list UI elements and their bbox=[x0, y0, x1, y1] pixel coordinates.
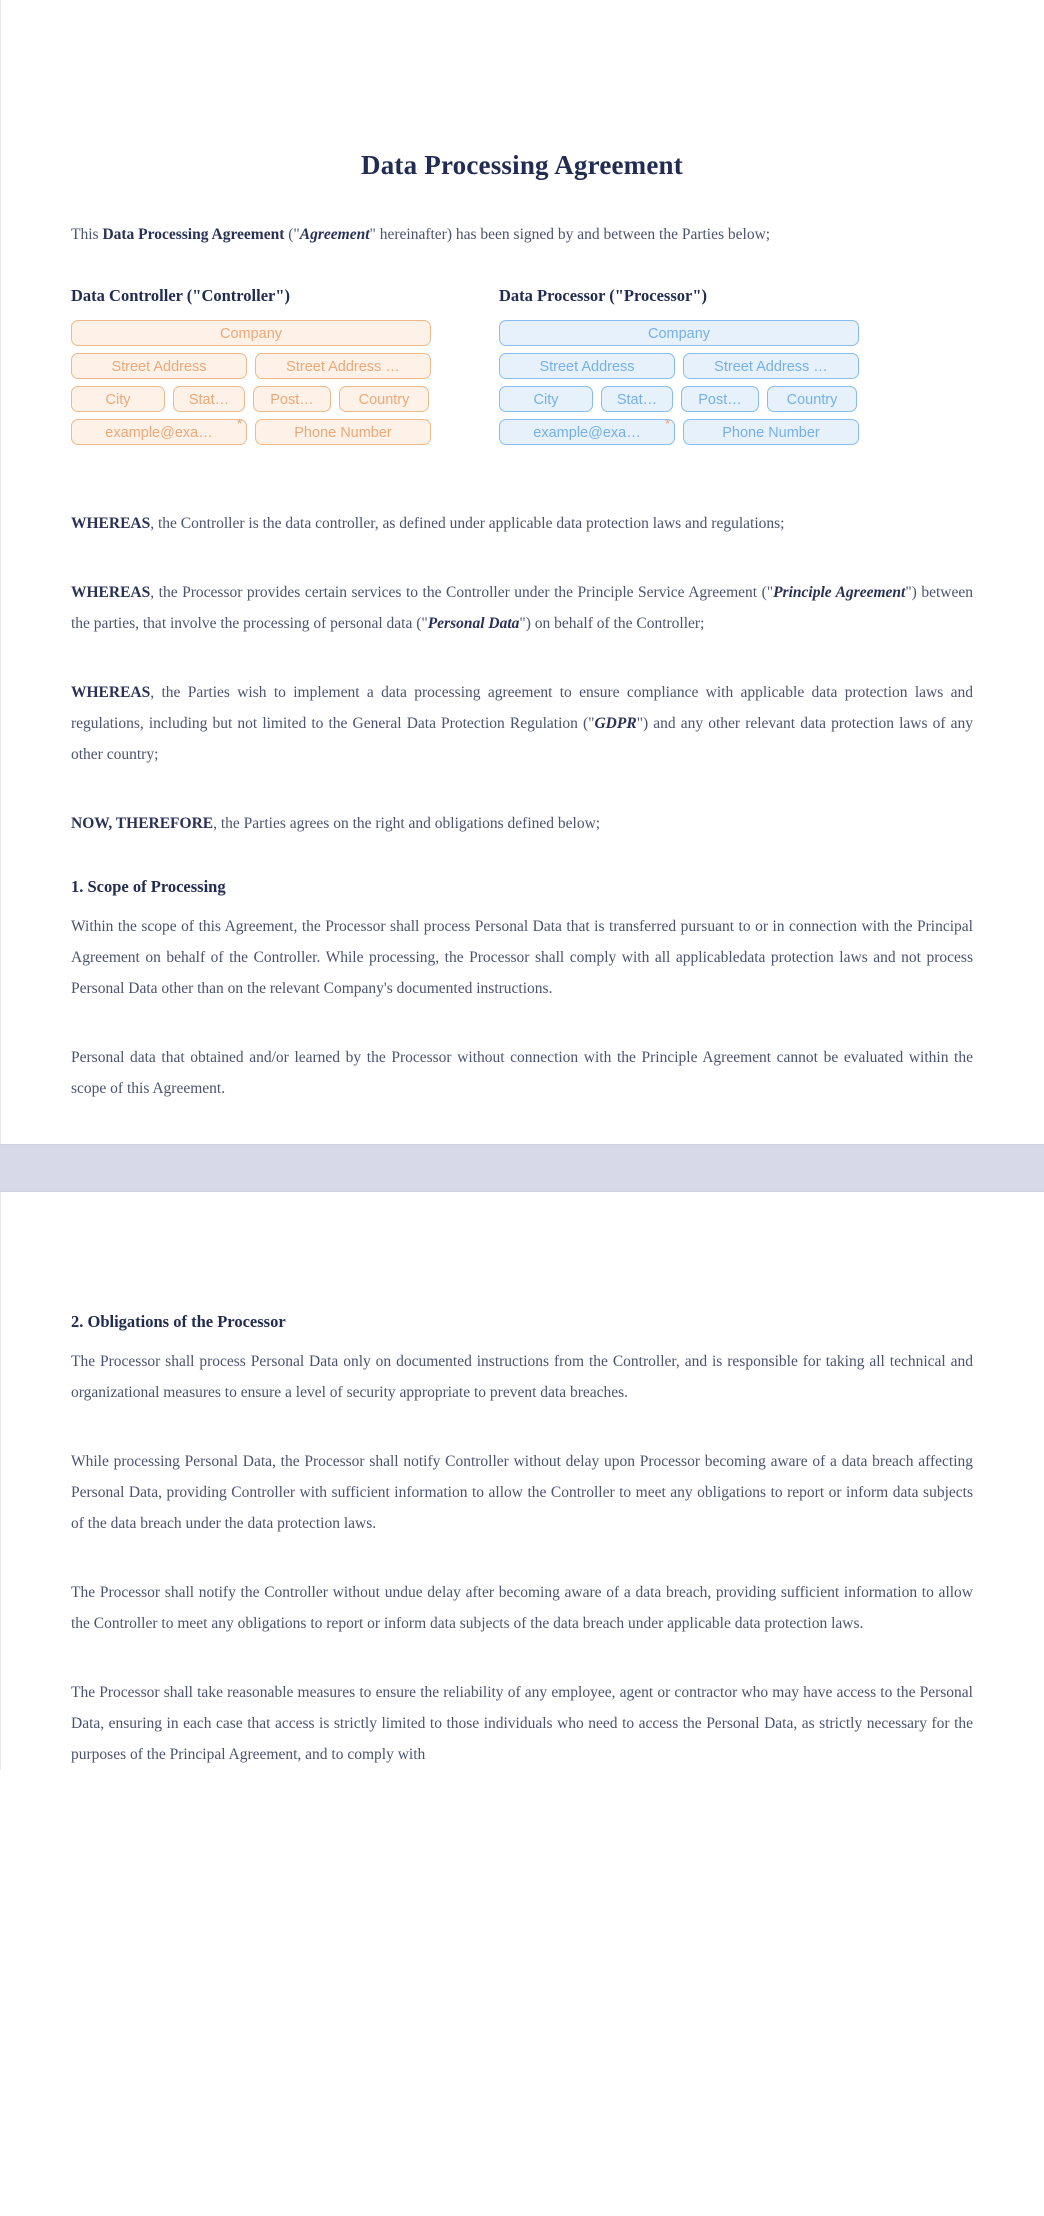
controller-company-field[interactable]: Company bbox=[71, 320, 431, 346]
recital-2-term-personal-data: Personal Data bbox=[427, 615, 520, 633]
recital-2-text-a: , the Processor provides certain services to the Controller under the Principle Service Agreement (" bbox=[150, 584, 774, 602]
page-left-edge bbox=[0, 1192, 1, 1770]
page-title: Data Processing Agreement bbox=[361, 150, 683, 180]
recital-2-term-principle-agreement: Principle Agreement bbox=[773, 584, 906, 602]
processor-company-row bbox=[499, 320, 859, 346]
controller-email-field[interactable] bbox=[71, 419, 247, 445]
processor-country-field[interactable]: Country bbox=[767, 386, 857, 412]
recital-3-term-gdpr: GDPR bbox=[594, 715, 637, 733]
controller-country-field[interactable]: Country bbox=[339, 386, 429, 412]
processor-phone-field[interactable]: Phone Number bbox=[683, 419, 859, 445]
controller-postal-code-field[interactable]: Post… bbox=[253, 386, 331, 412]
page-left-edge bbox=[0, 0, 1, 1144]
section-2-paragraph-3: The Processor shall notify the Controller without undue delay after becoming aware of a data breach, providing sufficient information to allow the Controller to meet any obligations to report or inform data subjects of the data breach under applicable data protection laws. bbox=[71, 1584, 973, 1633]
section-2-heading: 2. Obligations of the Processor bbox=[71, 1312, 286, 1332]
section-2-paragraph-2: While processing Personal Data, the Processor shall notify Controller without delay upon Processor becoming aware of a data breach affecting Personal Data, providing Controller with sufficient information to allow the Controller to meet any obligations to report or inform data subjects of the data breach under the data protection laws. bbox=[71, 1453, 973, 1533]
section-1-paragraph-2: Personal data that obtained and/or learned by the Processor without connection with the Principle Agreement cannot be evaluated within the scope of this Agreement. bbox=[71, 1049, 973, 1098]
processor-email-field[interactable] bbox=[499, 419, 675, 445]
intro-prefix: This bbox=[71, 226, 103, 243]
processor-locality-row bbox=[499, 386, 859, 412]
now-therefore-text: , the Parties agrees on the right and obligations defined below; bbox=[213, 815, 601, 833]
recital-2-text-b: ") between the parties, that involve the processing of personal data (" bbox=[71, 584, 973, 633]
recital-2-lead: WHEREAS bbox=[71, 584, 151, 602]
intro-suffix: " hereinafter) has been signed by and between the Parties below; bbox=[369, 226, 771, 243]
processor-street-address-2-field[interactable]: Street Address … bbox=[683, 353, 859, 379]
intro-agreement-bold: Data Processing Agreement bbox=[102, 226, 285, 243]
processor-email-placeholder: example@exa… bbox=[533, 425, 641, 442]
controller-street-row bbox=[71, 353, 431, 379]
section-1-paragraph-1: Within the scope of this Agreement, the Processor shall process Personal Data that is transferred pursuant to or in connection with the Principal Agreement on behalf of the Controller. While processing, the Processor shall comply with all applicabledata protection laws and not process Personal Data other than on the relevant Company's documented instructions. bbox=[71, 918, 973, 998]
controller-city-field[interactable]: City bbox=[71, 386, 165, 412]
party-processor bbox=[499, 286, 859, 452]
processor-contact-row bbox=[499, 419, 859, 445]
controller-street-address-field[interactable]: Street Address bbox=[71, 353, 247, 379]
intro-agreement-term: Agreement bbox=[299, 226, 370, 243]
recital-3 bbox=[71, 677, 973, 770]
section-1-heading: 1. Scope of Processing bbox=[71, 877, 226, 897]
recital-1-lead: WHEREAS bbox=[71, 515, 151, 533]
processor-state-field[interactable]: Stat… bbox=[601, 386, 673, 412]
now-therefore-paragraph bbox=[71, 808, 973, 839]
controller-state-field[interactable]: Stat… bbox=[173, 386, 245, 412]
intro-paragraph bbox=[71, 223, 973, 246]
processor-city-field[interactable]: City bbox=[499, 386, 593, 412]
recital-3-text-a: , the Parties wish to implement a data processing agreement to ensure compliance with applicable data protection laws and regulations, including but not limited to the General Data Protection Regulation (" bbox=[71, 684, 973, 733]
controller-heading: Data Controller ("Controller") bbox=[71, 286, 291, 306]
processor-email-required-icon: * bbox=[664, 419, 670, 432]
controller-contact-row bbox=[71, 419, 431, 445]
page-break-separator bbox=[0, 1144, 1044, 1192]
processor-heading: Data Processor ("Processor") bbox=[499, 286, 708, 306]
recital-1 bbox=[71, 508, 973, 539]
controller-street-address-2-field[interactable]: Street Address … bbox=[255, 353, 431, 379]
section-2-paragraph-1: The Processor shall process Personal Data only on documented instructions from the Controller, and is responsible for taking all technical and organizational measures to ensure a level of security appropriate to prevent data breaches. bbox=[71, 1353, 973, 1402]
intro-mid: (" bbox=[284, 226, 300, 243]
recital-2-text-c: ") on behalf of the Controller; bbox=[519, 615, 705, 633]
recital-1-text: , the Controller is the data controller, as defined under applicable data protection laws and regulations; bbox=[150, 515, 785, 533]
controller-phone-field[interactable]: Phone Number bbox=[255, 419, 431, 445]
recital-3-lead: WHEREAS bbox=[71, 684, 151, 702]
recital-3-text-b: ") and any other relevant data protection laws of any other country; bbox=[71, 715, 973, 764]
document-page-2 bbox=[0, 1192, 1044, 1770]
controller-email-placeholder: example@exa… bbox=[105, 425, 213, 442]
parties-section bbox=[71, 286, 973, 452]
processor-street-row bbox=[499, 353, 859, 379]
controller-email-required-icon: * bbox=[236, 419, 242, 432]
party-controller bbox=[71, 286, 431, 452]
processor-street-address-field[interactable]: Street Address bbox=[499, 353, 675, 379]
controller-locality-row bbox=[71, 386, 431, 412]
processor-company-field[interactable]: Company bbox=[499, 320, 859, 346]
processor-postal-code-field[interactable]: Post… bbox=[681, 386, 759, 412]
now-therefore-lead: NOW, THEREFORE bbox=[71, 815, 214, 833]
section-2-paragraph-4: The Processor shall take reasonable measures to ensure the reliability of any employee, agent or contractor who may have access to the Personal Data, ensuring in each case that access is strictly limited to those individuals who need to access the Personal Data, as strictly necessary for the purposes of the Principal Agreement, and to comply with bbox=[71, 1684, 973, 1764]
controller-company-row bbox=[71, 320, 431, 346]
recital-2 bbox=[71, 577, 973, 639]
